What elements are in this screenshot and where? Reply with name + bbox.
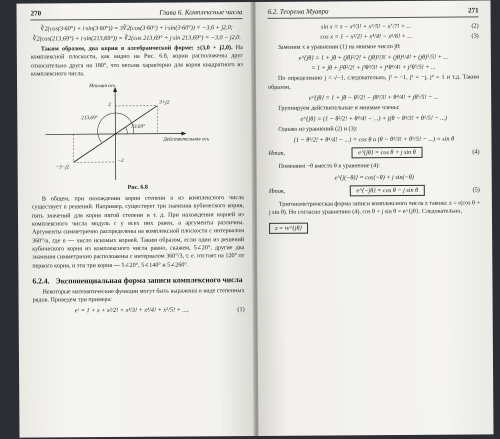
euler-formula-box: e^{−jθ} = cos θ − j sin θ [349,185,425,197]
tick-label: 2 [108,102,111,109]
real-axis-line [45,134,181,135]
left-page [16,2,255,438]
boxed-equation: Итак, e^{jθ} = cos θ + j sin θ (4) [268,148,480,158]
equation: eˣ = 1 + x + x²/2! + x³/3! + x⁴/4! + x⁵/5! + ..., (1) [74,306,245,315]
root-vector-2 [73,134,115,162]
equation: = 1 + jθ + j²θ²/2! + j³θ³/3! + j⁴θ⁴/4! + j⁵θ⁵/5! + ... [311,64,436,72]
euler-formula-box: e^{jθ} = cos θ + j sin θ [351,147,423,158]
equation: ∛2(cos(3·60°) + i·sin(3·60°)) = 3∛2(cos(3·60°) + i·sin(3·60°)) = −3,6 + j2,0; [40,24,233,33]
imaginary-axis-line [115,92,116,180]
page-number: 271 [468,6,479,15]
paragraph: Тригонометрическая форма записи комплексного числа z такова: z = r(cos θ + j sin θ). Но согласно уравнению (4), cos θ + j sin θ = e^{jθ}. Следовательно, [268,200,480,216]
paragraph: Поменяем −θ вместо θ в уравнение (4): [278,163,380,171]
equation: sin x = x − x³/3! + x⁵/5! − x⁷/7! + ... (2) [320,22,479,31]
paragraph: В общем, при нахождении корня степени n из комплексного числа существует n решений. Например, существует три значения кубического корня, пять значений для корня пятой степени и т. д. При нахождении корней из комплексного числа модуль r у всех них равен, а аргументы различны. Аргументы симметрично распределены на комплексной плоскости с интервалом 360°/n, где n — число искомых корней. Таким образом, если один из решений кубического корня из комплексного числа равно, скажем, 5∠20°, другие два значения симметрично расположены с интервалом 360°/3, т. е. отстоят на 120° от первого корня, и эти три корня — 5∠20°, 5∠140° и 5∠260°. [31,195,245,270]
angle-arc [125,127,127,134]
equation: e^{j(−θ)} = cos(−θ) + j sin(−θ) [334,173,414,182]
running-title: 6.2. Теорема Муавра [267,7,329,16]
boxed-equation: Итак, e^{−jθ} = cos θ − j sin θ (5) [268,186,480,195]
angle-label: 213.69° [81,115,98,122]
paragraph: Некоторые математические функции могут быть выражены в виде степенных рядов. Приведем три примера: [32,287,245,304]
arrow-head [181,132,186,136]
tick-label: −2 [117,158,124,165]
argand-diagram [31,81,244,184]
paragraph: Таким образом, два корня в алгебраической форме: ±(3,0 + j2,0). На комплексной плоскости, как видно на Рис. 6.8, корни расположены друг относительно друга на 180°, что весьма характерно для корня квадратного из комплексного числа. [30,45,243,78]
point-label: 3+j2 [159,99,170,106]
equation: e^{jθ} = 1 + jθ + (jθ)²/2! + (jθ)³/3! + (jθ)⁴/4! + (jθ)⁵/5! + ... [298,53,449,62]
equation: e^{jθ} = 1 + jθ − θ²/2! − jθ³/3! + θ⁴/4! + jθ⁵/5! − ... [308,93,439,102]
equation: ∛2(cos(213,69°) + i·sin(213,69°)) = ∛2(cos 213,69° + j·sin 213,69°) = −3,0 − j2,0. [32,34,241,43]
paragraph: По определению j = √−1, следовательно, j² = −1, j³ = −j, j⁴ = 1 и т.д. Таким образом, [268,74,480,91]
angle-label: 33.69° [131,123,146,131]
section-heading: 6.2.4. Экспоненциальная форма записи комплексного числа [32,274,243,286]
paragraph: Группируем действительные и мнимые члены: [278,104,400,112]
equation: e^{jθ} = (1 − θ²/2! + θ⁴/4! − ...) + j(θ − θ³/3! + θ⁵/5! − ...) [300,114,447,123]
paragraph: Заменим x в уравнении (1) на мнимое число jθ: [277,43,401,51]
imaginary-axis-label: Мнимая ось [89,83,116,90]
equation: (1 − θ²/2! + θ⁴/4! − ...) = cos θ и (θ − θ³/3! + θ⁵/5! − ...) = sin θ [293,136,455,145]
point-label: −3−j2 [55,164,70,171]
open-book [16,0,493,437]
page-number: 270 [30,9,42,18]
paragraph: Однако из уравнений (2) и (3): [278,126,358,134]
right-page [255,0,493,436]
exponential-form-box: z = re^{jθ} [269,223,308,234]
running-title: Глава 6. Комплексные числа [159,8,243,17]
right-page-header [268,6,479,18]
left-page-header [31,8,243,20]
equation: cos x = 1 − x²/2! + x⁴/4! − x⁶/6! + ... (3) [320,32,479,41]
figure-caption: Рис. 6.8 [127,184,148,192]
real-axis-label: Действительная ось [163,136,210,143]
